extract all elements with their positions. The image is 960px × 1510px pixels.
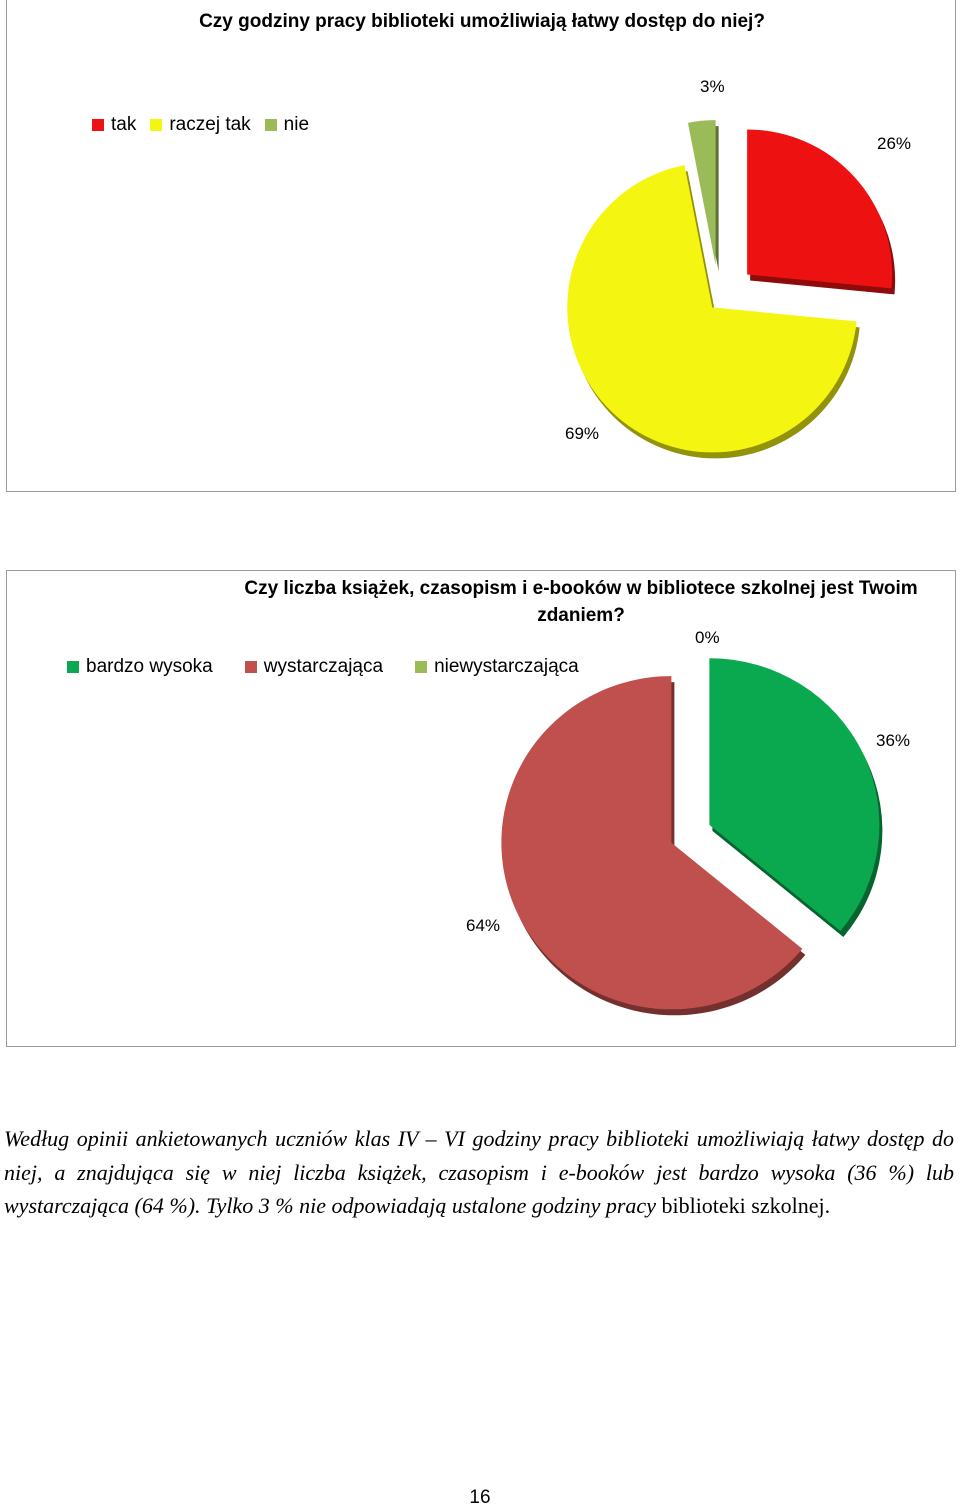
data-label-niewystarczajaca: 0% xyxy=(695,628,720,647)
data-label-nie: 3% xyxy=(700,77,725,96)
pie-chart-hours xyxy=(7,0,957,492)
pie-slice-tak xyxy=(747,129,892,288)
legend-label: niewystarczająca xyxy=(434,656,579,677)
legend-label: wystarczająca xyxy=(263,656,384,677)
legend-label: raczej tak xyxy=(169,114,251,135)
pie-chart-books xyxy=(7,571,957,1048)
pie-slice-bardzo-wysoka xyxy=(709,658,879,931)
data-label-bardzo-wysoka: 36% xyxy=(876,731,911,750)
legend-label: bardzo wysoka xyxy=(86,656,213,677)
chart-title: Czy godziny pracy biblioteki umożliwiają łatwy dostęp do niej? xyxy=(199,11,765,32)
data-label-raczej-tak: 69% xyxy=(565,424,600,443)
summary-text-italic: Według opinii ankietowanych uczniów klas IV – VI godziny pracy biblioteki umożliwiają łatwy dostęp do niej, a znajdująca się w niej liczba książek, czasopism i e-booków jest bardzo wysoka (36 %) lub wystarczająca (64 %). Tylko 3 % nie odpowiadają ustalone godziny pracy xyxy=(4,1126,954,1218)
page-number: 16 xyxy=(469,1487,491,1508)
chart-hours-access xyxy=(6,0,956,492)
summary-paragraph xyxy=(4,1122,954,1223)
data-label-wystarczajaca: 64% xyxy=(466,916,501,935)
chart-book-count xyxy=(6,570,956,1047)
legend-label: nie xyxy=(283,114,310,135)
legend-label: tak xyxy=(111,114,137,135)
summary-text-normal: biblioteki szkolnej. xyxy=(661,1193,831,1218)
data-label-tak: 26% xyxy=(877,134,912,153)
chart-title: Czy liczba książek, czasopism i e-booków w bibliotece szkolnej jest Twoim zdaniem? xyxy=(244,578,918,626)
